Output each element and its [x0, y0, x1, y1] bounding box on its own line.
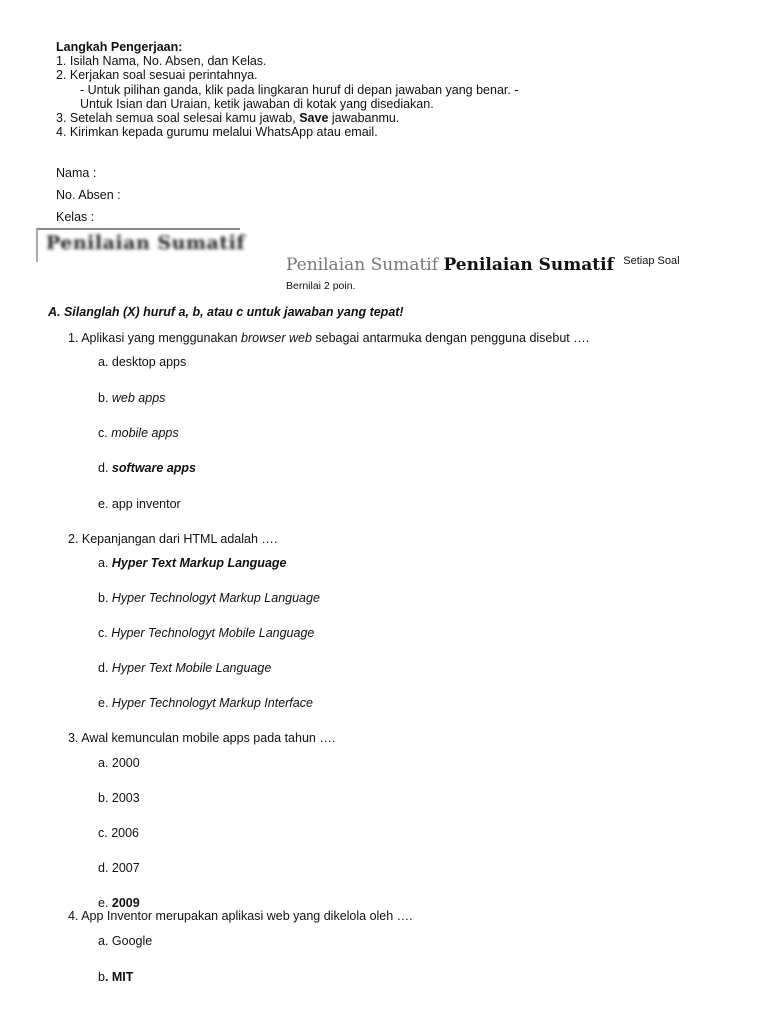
q1-option-e[interactable]: e. app inventor	[98, 497, 181, 511]
q1-option-d[interactable]: d. software apps	[98, 461, 196, 475]
instruction-4: 4. Kirimkan kepada gurumu melalui WhatsApp atau email.	[56, 125, 378, 140]
q4-option-a[interactable]: a. Google	[98, 934, 153, 948]
q2-option-a[interactable]: a. Hyper Text Markup Language	[98, 556, 287, 570]
kelas-field-label[interactable]: Kelas :	[56, 210, 95, 224]
instruction-2: 2. Kerjakan soal sesuai perintahnya.	[56, 68, 258, 83]
instructions-heading: Langkah Pengerjaan:	[56, 40, 183, 54]
blurred-title-banner	[36, 228, 246, 262]
title-note: Setiap Soal	[623, 255, 680, 267]
q3-option-d[interactable]: d. 2007	[98, 861, 140, 875]
q1-option-b[interactable]: b. web apps	[98, 391, 166, 405]
question-2: 2. Kepanjangan dari HTML adalah ….	[68, 532, 278, 546]
section-a-heading: A. Silanglah (X) huruf a, b, atau c untuk jawaban yang tepat!	[48, 305, 404, 319]
q3-option-e[interactable]: e. 2009	[98, 896, 140, 910]
page-title	[286, 255, 680, 275]
blurred-title-text: Penilaian Sumatif	[46, 232, 246, 254]
nama-field-label[interactable]: Nama :	[56, 166, 97, 180]
q1-option-a[interactable]: a. desktop apps	[98, 355, 187, 369]
question-4: 4. App Inventor merupakan aplikasi web yang dikelola oleh ….	[68, 909, 413, 923]
title-grey: Penilaian Sumatif	[286, 255, 439, 275]
instruction-2a: - Untuk pilihan ganda, klik pada lingkaran huruf di depan jawaban yang benar. -	[80, 82, 519, 97]
save-word: Save	[299, 111, 329, 126]
q2-option-b[interactable]: b. Hyper Technologyt Markup Language	[98, 591, 320, 605]
instruction-1: 1. Isilah Nama, No. Absen, dan Kelas.	[56, 54, 267, 69]
question-3: 3. Awal kemunculan mobile apps pada tahun ….	[68, 731, 336, 745]
q3-option-b[interactable]: b. 2003	[98, 791, 140, 805]
instructions	[56, 40, 519, 139]
q2-option-e[interactable]: e. Hyper Technologyt Markup Interface	[98, 696, 313, 710]
absen-field-label[interactable]: No. Absen :	[56, 188, 121, 202]
question-1: 1. Aplikasi yang menggunakan browser web sebagai antarmuka dengan pengguna disebut ….	[68, 331, 590, 345]
instruction-3: 3. Setelah semua soal selesai kamu jawab, Save jawabanmu.	[56, 111, 400, 126]
instruction-2b: Untuk Isian dan Uraian, ketik jawaban di kotak yang disediakan.	[80, 96, 434, 111]
q2-option-c[interactable]: c. Hyper Technologyt Mobile Language	[98, 626, 315, 640]
q4-option-b[interactable]: b. MIT	[98, 970, 134, 984]
title-bold: Penilaian Sumatif	[443, 255, 614, 275]
q1-option-c[interactable]: c. mobile apps	[98, 426, 179, 440]
q3-option-c[interactable]: c. 2006	[98, 826, 140, 840]
points-note: Bernilai 2 poin.	[286, 280, 356, 292]
q3-option-a[interactable]: a. 2000	[98, 756, 140, 770]
q2-option-d[interactable]: d. Hyper Text Mobile Language	[98, 661, 272, 675]
